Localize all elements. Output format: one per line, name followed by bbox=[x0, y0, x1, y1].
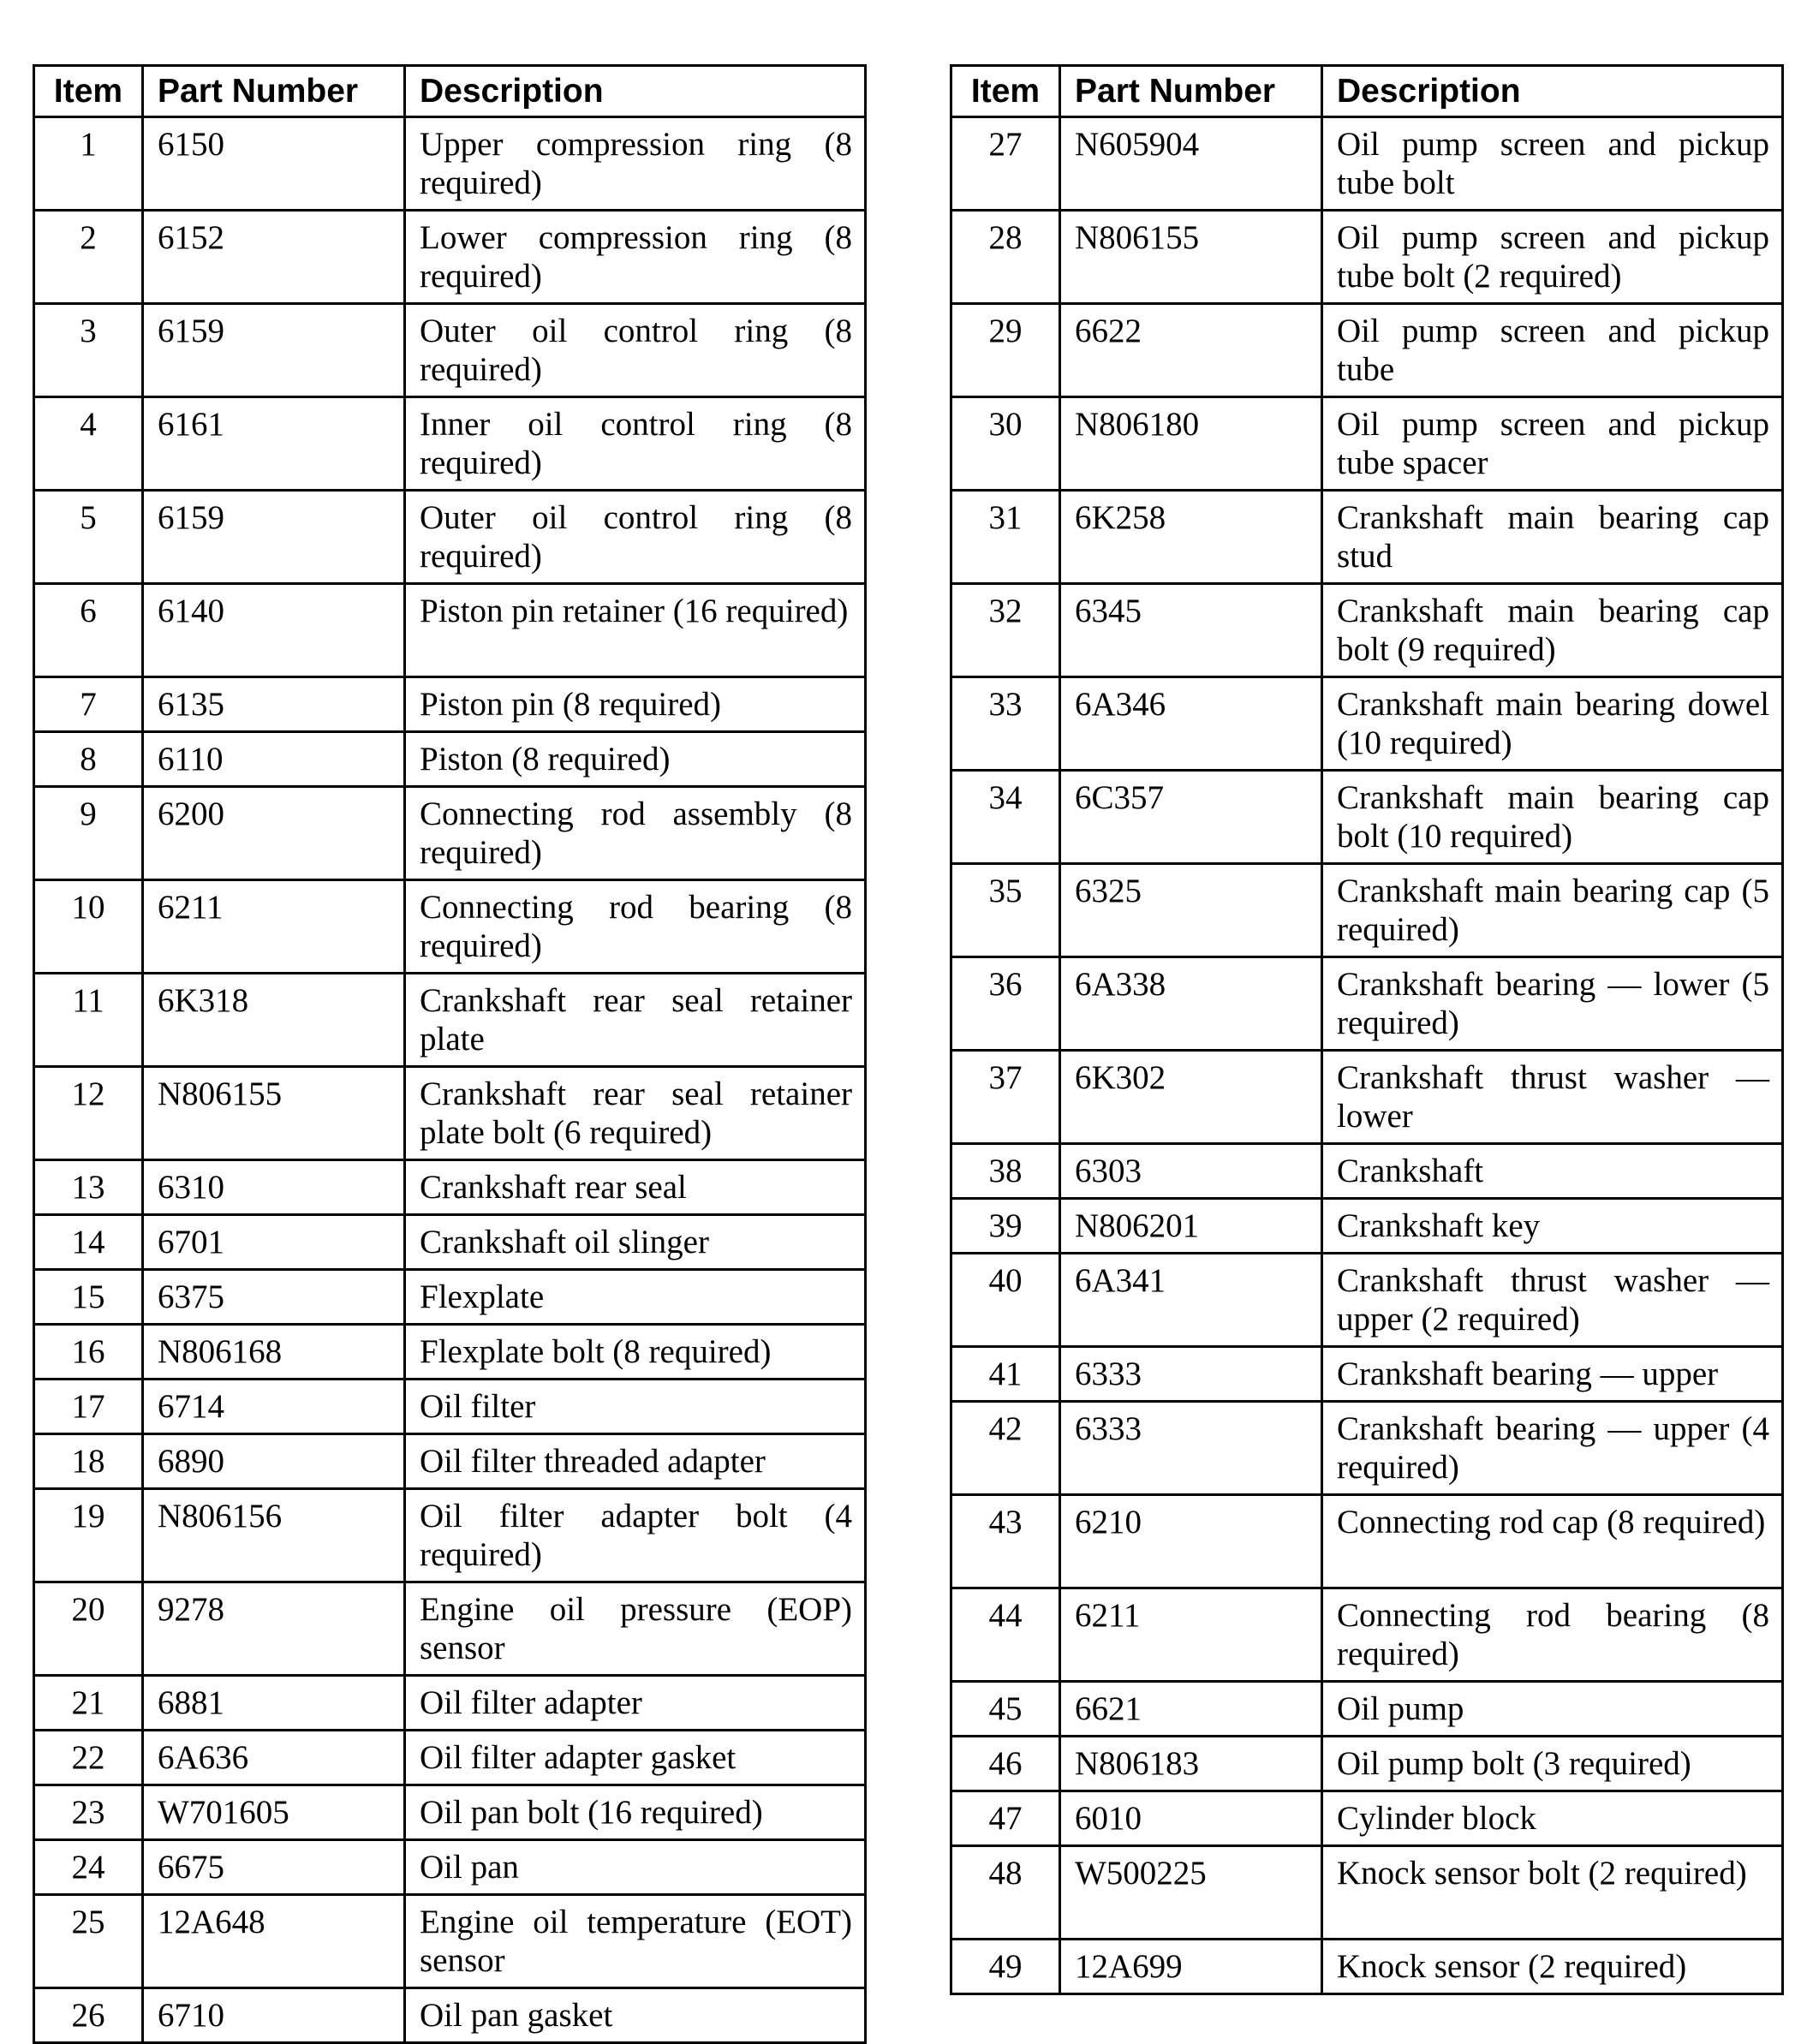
table-row bbox=[34, 117, 866, 211]
table-row bbox=[34, 304, 866, 397]
item-number-cell: 39 bbox=[951, 1199, 1060, 1254]
table-row bbox=[34, 787, 866, 880]
description-cell: Crankshaft oil slinger bbox=[405, 1215, 866, 1270]
part-number-cell: 6621 bbox=[1060, 1682, 1322, 1737]
description-cell: Oil filter adapter gasket bbox=[405, 1731, 866, 1785]
table-row bbox=[34, 677, 866, 732]
table-row bbox=[34, 1840, 866, 1895]
item-number-cell: 23 bbox=[34, 1785, 143, 1840]
description-cell: Piston pin retainer (16 required) bbox=[405, 584, 866, 677]
item-number-cell: 40 bbox=[951, 1254, 1060, 1347]
parts-table-right bbox=[950, 64, 1784, 1995]
part-number-cell: 6K302 bbox=[1060, 1051, 1322, 1144]
item-number-cell: 49 bbox=[951, 1940, 1060, 1994]
table-row bbox=[34, 1215, 866, 1270]
item-number-cell: 10 bbox=[34, 880, 143, 974]
table-row bbox=[34, 732, 866, 787]
table-row bbox=[34, 584, 866, 677]
table-row bbox=[951, 1940, 1783, 1994]
item-number-cell: 34 bbox=[951, 771, 1060, 864]
description-cell: Flexplate bbox=[405, 1270, 866, 1325]
description-cell: Crankshaft rear seal retainer plate bbox=[405, 974, 866, 1067]
description-cell: Oil pump bolt (3 required) bbox=[1322, 1737, 1783, 1791]
part-number-cell: 6152 bbox=[143, 211, 405, 304]
part-number-cell: 6303 bbox=[1060, 1144, 1322, 1199]
part-number-cell: 6675 bbox=[143, 1840, 405, 1895]
item-number-cell: 26 bbox=[34, 1988, 143, 2043]
part-number-cell: 6A346 bbox=[1060, 677, 1322, 771]
table-row bbox=[34, 1489, 866, 1582]
table-row bbox=[34, 397, 866, 491]
item-number-cell: 5 bbox=[34, 491, 143, 584]
item-number-cell: 45 bbox=[951, 1682, 1060, 1737]
description-cell: Connecting rod assembly (8 required) bbox=[405, 787, 866, 880]
table-row bbox=[951, 304, 1783, 397]
table-row bbox=[951, 864, 1783, 957]
part-number-cell: N806183 bbox=[1060, 1737, 1322, 1791]
table-row bbox=[951, 1495, 1783, 1588]
description-cell: Crankshaft thrust washer — lower bbox=[1322, 1051, 1783, 1144]
item-number-cell: 16 bbox=[34, 1325, 143, 1380]
item-number-cell: 29 bbox=[951, 304, 1060, 397]
description-cell: Oil pan gasket bbox=[405, 1988, 866, 2043]
description-cell: Oil pump screen and pickup tube bolt (2 required) bbox=[1322, 211, 1783, 304]
item-number-cell: 43 bbox=[951, 1495, 1060, 1588]
item-number-cell: 9 bbox=[34, 787, 143, 880]
table-row bbox=[951, 211, 1783, 304]
header-row bbox=[951, 66, 1783, 117]
part-number-cell: N806155 bbox=[143, 1067, 405, 1160]
table-row bbox=[34, 1895, 866, 1988]
part-number-cell: W500225 bbox=[1060, 1846, 1322, 1940]
description-cell: Lower compression ring (8 required) bbox=[405, 211, 866, 304]
header-item: Item bbox=[951, 66, 1060, 117]
item-number-cell: 44 bbox=[951, 1588, 1060, 1682]
item-number-cell: 22 bbox=[34, 1731, 143, 1785]
table-row bbox=[951, 491, 1783, 584]
item-number-cell: 19 bbox=[34, 1489, 143, 1582]
description-cell: Crankshaft main bearing cap bolt (9 required) bbox=[1322, 584, 1783, 677]
table-row bbox=[951, 677, 1783, 771]
table-row bbox=[34, 880, 866, 974]
item-number-cell: 24 bbox=[34, 1840, 143, 1895]
header-description: Description bbox=[405, 66, 866, 117]
description-cell: Knock sensor (2 required) bbox=[1322, 1940, 1783, 1994]
description-cell: Crankshaft bearing — lower (5 required) bbox=[1322, 957, 1783, 1051]
description-cell: Oil pump screen and pickup tube bolt bbox=[1322, 117, 1783, 211]
description-cell: Crankshaft key bbox=[1322, 1199, 1783, 1254]
part-number-cell: 6140 bbox=[143, 584, 405, 677]
item-number-cell: 3 bbox=[34, 304, 143, 397]
item-number-cell: 6 bbox=[34, 584, 143, 677]
item-number-cell: 47 bbox=[951, 1791, 1060, 1846]
table-row bbox=[34, 1067, 866, 1160]
part-number-cell: 6200 bbox=[143, 787, 405, 880]
part-number-cell: 6211 bbox=[1060, 1588, 1322, 1682]
item-number-cell: 30 bbox=[951, 397, 1060, 491]
part-number-cell: 6714 bbox=[143, 1380, 405, 1434]
description-cell: Engine oil pressure (EOP) sensor bbox=[405, 1582, 866, 1676]
item-number-cell: 12 bbox=[34, 1067, 143, 1160]
description-cell: Crankshaft bbox=[1322, 1144, 1783, 1199]
description-cell: Engine oil temperature (EOT) sensor bbox=[405, 1895, 866, 1988]
part-number-cell: 6333 bbox=[1060, 1402, 1322, 1495]
part-number-cell: 6211 bbox=[143, 880, 405, 974]
part-number-cell: 6622 bbox=[1060, 304, 1322, 397]
table-row bbox=[951, 1254, 1783, 1347]
description-cell: Connecting rod bearing (8 required) bbox=[1322, 1588, 1783, 1682]
table-row bbox=[951, 584, 1783, 677]
item-number-cell: 21 bbox=[34, 1676, 143, 1731]
part-number-cell: 6881 bbox=[143, 1676, 405, 1731]
part-number-cell: N605904 bbox=[1060, 117, 1322, 211]
table-row bbox=[34, 1582, 866, 1676]
item-number-cell: 35 bbox=[951, 864, 1060, 957]
description-cell: Outer oil control ring (8 required) bbox=[405, 304, 866, 397]
part-number-cell: 12A648 bbox=[143, 1895, 405, 1988]
item-number-cell: 31 bbox=[951, 491, 1060, 584]
table-row bbox=[951, 117, 1783, 211]
description-cell: Crankshaft rear seal bbox=[405, 1160, 866, 1215]
table-row bbox=[951, 1051, 1783, 1144]
table-row bbox=[951, 1791, 1783, 1846]
table-row bbox=[951, 1199, 1783, 1254]
part-number-cell: 6325 bbox=[1060, 864, 1322, 957]
part-number-cell: 6159 bbox=[143, 491, 405, 584]
description-cell: Oil filter adapter bolt (4 required) bbox=[405, 1489, 866, 1582]
description-cell: Oil pump screen and pickup tube spacer bbox=[1322, 397, 1783, 491]
item-number-cell: 18 bbox=[34, 1434, 143, 1489]
item-number-cell: 46 bbox=[951, 1737, 1060, 1791]
header-item: Item bbox=[34, 66, 143, 117]
part-number-cell: N806168 bbox=[143, 1325, 405, 1380]
part-number-cell: 6161 bbox=[143, 397, 405, 491]
item-number-cell: 32 bbox=[951, 584, 1060, 677]
description-cell: Cylinder block bbox=[1322, 1791, 1783, 1846]
part-number-cell: 6C357 bbox=[1060, 771, 1322, 864]
item-number-cell: 42 bbox=[951, 1402, 1060, 1495]
item-number-cell: 25 bbox=[34, 1895, 143, 1988]
item-number-cell: 4 bbox=[34, 397, 143, 491]
part-number-cell: 6210 bbox=[1060, 1495, 1322, 1588]
description-cell: Crankshaft rear seal retainer plate bolt (6 required) bbox=[405, 1067, 866, 1160]
item-number-cell: 20 bbox=[34, 1582, 143, 1676]
table-row bbox=[34, 974, 866, 1067]
item-number-cell: 8 bbox=[34, 732, 143, 787]
description-cell: Crankshaft main bearing cap bolt (10 required) bbox=[1322, 771, 1783, 864]
table-row bbox=[34, 1325, 866, 1380]
table-row bbox=[34, 211, 866, 304]
table-row bbox=[34, 1434, 866, 1489]
description-cell: Connecting rod cap (8 required) bbox=[1322, 1495, 1783, 1588]
description-cell: Oil pump screen and pickup tube bbox=[1322, 304, 1783, 397]
table-row bbox=[951, 771, 1783, 864]
part-number-cell: 9278 bbox=[143, 1582, 405, 1676]
description-cell: Crankshaft main bearing cap stud bbox=[1322, 491, 1783, 584]
table-row bbox=[951, 397, 1783, 491]
description-cell: Crankshaft bearing — upper bbox=[1322, 1347, 1783, 1402]
part-number-cell: 6701 bbox=[143, 1215, 405, 1270]
parts-table-left-body bbox=[34, 117, 866, 2043]
description-cell: Flexplate bolt (8 required) bbox=[405, 1325, 866, 1380]
part-number-cell: 6010 bbox=[1060, 1791, 1322, 1846]
table-row bbox=[951, 957, 1783, 1051]
item-number-cell: 48 bbox=[951, 1846, 1060, 1940]
item-number-cell: 38 bbox=[951, 1144, 1060, 1199]
part-number-cell: N806180 bbox=[1060, 397, 1322, 491]
description-cell: Oil pump bbox=[1322, 1682, 1783, 1737]
item-number-cell: 33 bbox=[951, 677, 1060, 771]
part-number-cell: W701605 bbox=[143, 1785, 405, 1840]
item-number-cell: 37 bbox=[951, 1051, 1060, 1144]
part-number-cell: 6310 bbox=[143, 1160, 405, 1215]
table-row bbox=[34, 491, 866, 584]
description-cell: Oil pan bbox=[405, 1840, 866, 1895]
description-cell: Oil pan bolt (16 required) bbox=[405, 1785, 866, 1840]
item-number-cell: 7 bbox=[34, 677, 143, 732]
item-number-cell: 36 bbox=[951, 957, 1060, 1051]
description-cell: Upper compression ring (8 required) bbox=[405, 117, 866, 211]
description-cell: Knock sensor bolt (2 required) bbox=[1322, 1846, 1783, 1940]
part-number-cell: 6135 bbox=[143, 677, 405, 732]
parts-table-right-body bbox=[951, 117, 1783, 1994]
table-row bbox=[951, 1588, 1783, 1682]
table-row bbox=[951, 1737, 1783, 1791]
part-number-cell: 6110 bbox=[143, 732, 405, 787]
description-cell: Oil filter threaded adapter bbox=[405, 1434, 866, 1489]
part-number-cell: 6375 bbox=[143, 1270, 405, 1325]
item-number-cell: 11 bbox=[34, 974, 143, 1067]
description-cell: Crankshaft main bearing cap (5 required) bbox=[1322, 864, 1783, 957]
part-number-cell: 6A636 bbox=[143, 1731, 405, 1785]
part-number-cell: 6A341 bbox=[1060, 1254, 1322, 1347]
part-number-cell: 6K318 bbox=[143, 974, 405, 1067]
table-row bbox=[34, 1676, 866, 1731]
table-row bbox=[951, 1682, 1783, 1737]
item-number-cell: 27 bbox=[951, 117, 1060, 211]
item-number-cell: 28 bbox=[951, 211, 1060, 304]
part-number-cell: 6890 bbox=[143, 1434, 405, 1489]
table-row bbox=[34, 1988, 866, 2043]
table-row bbox=[951, 1144, 1783, 1199]
table-row bbox=[34, 1270, 866, 1325]
table-row bbox=[34, 1160, 866, 1215]
description-cell: Connecting rod bearing (8 required) bbox=[405, 880, 866, 974]
description-cell: Piston (8 required) bbox=[405, 732, 866, 787]
table-row bbox=[34, 1785, 866, 1840]
header-row bbox=[34, 66, 866, 117]
table-row bbox=[34, 1731, 866, 1785]
description-cell: Inner oil control ring (8 required) bbox=[405, 397, 866, 491]
item-number-cell: 41 bbox=[951, 1347, 1060, 1402]
item-number-cell: 14 bbox=[34, 1215, 143, 1270]
part-number-cell: 6150 bbox=[143, 117, 405, 211]
header-description: Description bbox=[1322, 66, 1783, 117]
part-number-cell: 6A338 bbox=[1060, 957, 1322, 1051]
description-cell: Piston pin (8 required) bbox=[405, 677, 866, 732]
header-part-number: Part Number bbox=[1060, 66, 1322, 117]
part-number-cell: 6333 bbox=[1060, 1347, 1322, 1402]
description-cell: Outer oil control ring (8 required) bbox=[405, 491, 866, 584]
parts-table-left bbox=[33, 64, 867, 2044]
table-row bbox=[34, 1380, 866, 1434]
item-number-cell: 15 bbox=[34, 1270, 143, 1325]
description-cell: Oil filter bbox=[405, 1380, 866, 1434]
part-number-cell: 6K258 bbox=[1060, 491, 1322, 584]
part-number-cell: N806156 bbox=[143, 1489, 405, 1582]
part-number-cell: 12A699 bbox=[1060, 1940, 1322, 1994]
header-part-number: Part Number bbox=[143, 66, 405, 117]
table-row bbox=[951, 1402, 1783, 1495]
part-number-cell: N806155 bbox=[1060, 211, 1322, 304]
part-number-cell: 6710 bbox=[143, 1988, 405, 2043]
item-number-cell: 2 bbox=[34, 211, 143, 304]
description-cell: Oil filter adapter bbox=[405, 1676, 866, 1731]
table-row bbox=[951, 1347, 1783, 1402]
table-row bbox=[951, 1846, 1783, 1940]
part-number-cell: 6345 bbox=[1060, 584, 1322, 677]
item-number-cell: 1 bbox=[34, 117, 143, 211]
description-cell: Crankshaft thrust washer — upper (2 required) bbox=[1322, 1254, 1783, 1347]
item-number-cell: 17 bbox=[34, 1380, 143, 1434]
part-number-cell: 6159 bbox=[143, 304, 405, 397]
part-number-cell: N806201 bbox=[1060, 1199, 1322, 1254]
item-number-cell: 13 bbox=[34, 1160, 143, 1215]
description-cell: Crankshaft main bearing dowel (10 required) bbox=[1322, 677, 1783, 771]
description-cell: Crankshaft bearing — upper (4 required) bbox=[1322, 1402, 1783, 1495]
